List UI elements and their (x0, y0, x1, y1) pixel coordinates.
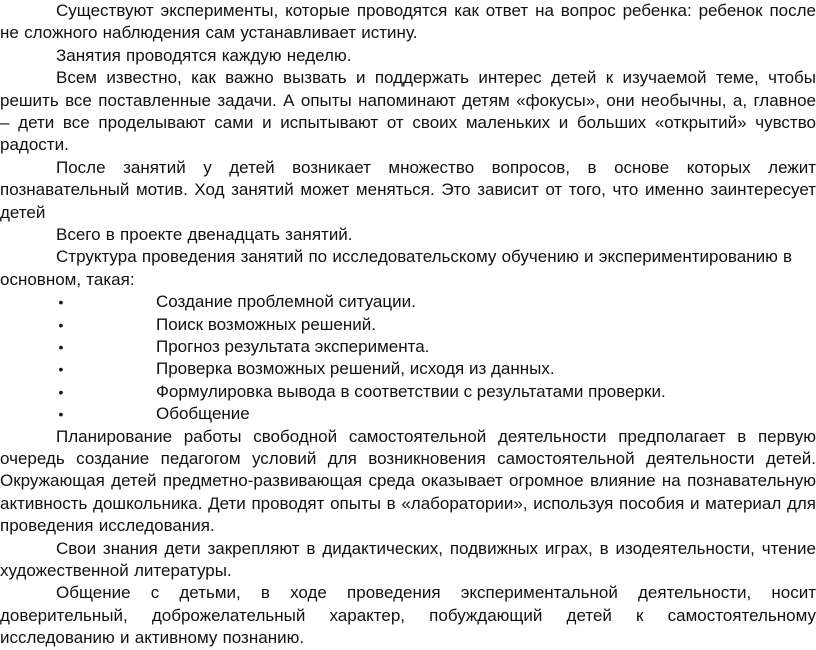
paragraph-planning: Планирование работы свободной самостоятельной деятельности предполагает в первую очередь создание педагогом условий для возникновения самостоятельной деятельности детей. Окружающая детей предметно-развивающая среда оказывает огромное влияние на познавательную активность дошкольника. Дети проводят опыты в «лаборатории», используя пособия и материал для проведения исследования. (0, 426, 816, 536)
list-item-text: Прогноз результата эксперимента. (156, 337, 430, 357)
paragraph-interest: Всем известно, как важно вызвать и поддержать интерес детей к изучаемой теме, чтобы решить все поставленные задачи. А опыты напоминают детям «фокусы», они необычны, а, главное – дети все проделывают сами и испытывают от своих маленьких и больших «открытий» чувство радости. (0, 68, 816, 155)
paragraph-experiments-answer: Существуют эксперименты, которые проводятся как ответ на вопрос ребенка: ребенок после не сложного наблюдения сам устанавливает истину. (0, 1, 816, 43)
list-item (0, 381, 816, 403)
list-item-text: Создание проблемной ситуации. (156, 292, 416, 312)
paragraph-structure: Структура проведения занятий по исследовательскому обучению и экспериментированию в основном, такая: (0, 247, 793, 289)
paragraph-weekly: Занятия проводятся каждую неделю. (56, 45, 352, 65)
list-item-text: Обобщение (156, 404, 250, 424)
bullet-icon: • (58, 294, 64, 311)
paragraph-communication: Общение с детьми, в ходе проведения экспериментальной деятельности, носит доверительный, доброжелательный характер, побуждающий детей к самостоятельному исследованию и активному познанию. (0, 583, 816, 648)
paragraph-twelve-lessons: Всего в проекте двенадцать занятий. (56, 225, 353, 245)
list-item-text: Формулировка вывода в соответствии с результатами проверки. (156, 381, 666, 401)
list-item (0, 314, 816, 336)
bullet-icon: • (58, 383, 64, 400)
bullet-icon: • (58, 406, 64, 423)
list-item (0, 403, 816, 425)
structure-list (0, 291, 816, 425)
list-item (0, 336, 816, 358)
bullet-icon: • (58, 361, 64, 378)
list-item (0, 358, 816, 380)
paragraph-knowledge: Свои знания дети закрепляют в дидактических, подвижных играх, в изодеятельности, чтение художественной литературы. (0, 538, 816, 581)
bullet-icon: • (58, 339, 64, 356)
list-item-text: Поиск возможных решений. (156, 314, 376, 334)
list-item (0, 291, 816, 313)
paragraph-questions: После занятий у детей возникает множество вопросов, в основе которых лежит познавательный мотив. Ход занятий может меняться. Это зависит от того, что именно заинтересует детей (0, 157, 816, 222)
bullet-icon: • (58, 316, 64, 333)
list-item-text: Проверка возможных решений, исходя из данных. (156, 359, 555, 379)
